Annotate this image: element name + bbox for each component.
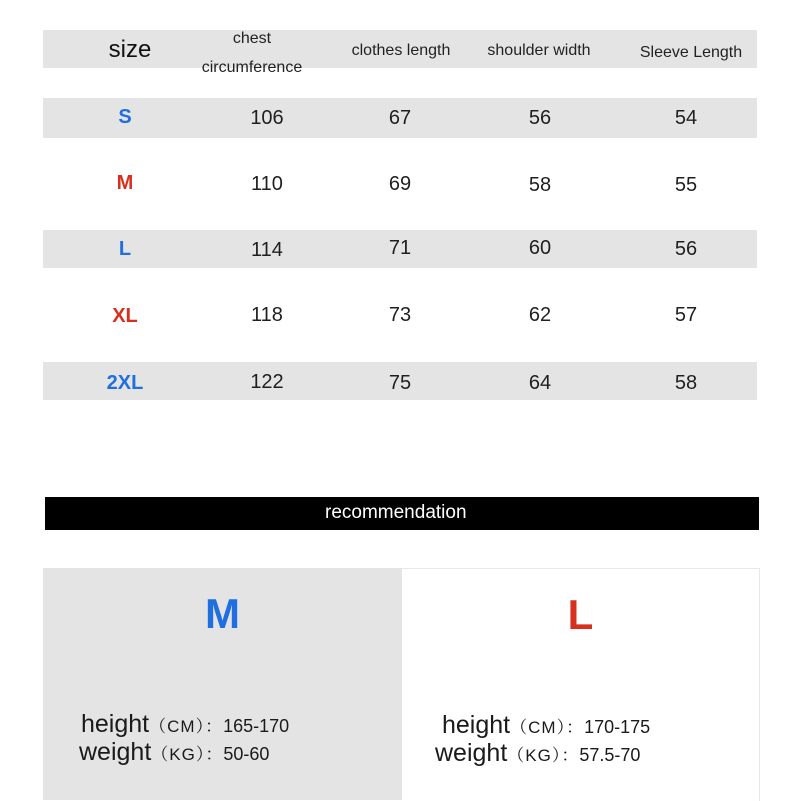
header-size: size (108, 36, 152, 63)
chest-value: 114 (251, 239, 283, 261)
weight-word: weight (435, 739, 508, 767)
size-label-l: L (118, 238, 132, 260)
chest-value: 110 (251, 173, 283, 195)
shoulder-value: 60 (528, 237, 552, 259)
sleeve-value: 55 (674, 174, 698, 196)
length-value: 69 (388, 173, 412, 195)
height-unit: （CM）： (510, 718, 585, 737)
header-sleeve-length: Sleeve Length (639, 44, 743, 61)
size-label-m: M (116, 172, 134, 194)
recommended-size-l: L (567, 591, 594, 638)
chest-value: 118 (251, 304, 283, 326)
height-word: height (442, 711, 511, 739)
size-label-2xl: 2XL (106, 372, 144, 394)
weight-value: 57.5-70 (579, 745, 641, 765)
sleeve-value: 54 (674, 107, 698, 129)
recommendation-bar (45, 497, 759, 530)
header-shoulder-width: shoulder width (487, 42, 591, 59)
sleeve-value: 56 (674, 238, 698, 260)
shoulder-value: 56 (528, 107, 552, 129)
header-chest-line1: chest (232, 30, 272, 47)
height-spec (81, 710, 289, 739)
size-label-xl: XL (112, 305, 138, 327)
header-chest-line2: circumference (201, 59, 303, 76)
recommendation-title: recommendation (325, 502, 467, 523)
length-value: 73 (388, 304, 412, 326)
length-value: 67 (388, 107, 412, 129)
weight-value: 50-60 (223, 744, 270, 764)
weight-spec (79, 738, 269, 767)
recommended-size-m: M (205, 590, 240, 637)
sleeve-value: 57 (674, 304, 698, 326)
chest-value: 106 (250, 107, 284, 129)
length-value: 71 (388, 237, 412, 259)
height-value: 170-175 (584, 717, 651, 737)
height-value: 165-170 (223, 716, 290, 736)
header-clothes-length: clothes length (351, 42, 451, 59)
shoulder-value: 64 (528, 372, 552, 394)
size-label-s: S (118, 106, 132, 128)
shoulder-value: 58 (528, 174, 552, 196)
shoulder-value: 62 (528, 304, 552, 326)
sleeve-value: 58 (674, 372, 698, 394)
weight-spec (435, 739, 640, 768)
weight-unit: （KG）： (507, 746, 580, 765)
recommendation-panel-l (402, 568, 760, 801)
weight-word: weight (79, 738, 152, 766)
height-spec (442, 711, 650, 740)
recommendation-panel-m (43, 568, 402, 800)
length-value: 75 (388, 372, 412, 394)
height-unit: （CM）： (149, 717, 224, 736)
chest-value: 122 (250, 371, 284, 393)
weight-unit: （KG）： (151, 745, 224, 764)
height-word: height (81, 710, 150, 738)
